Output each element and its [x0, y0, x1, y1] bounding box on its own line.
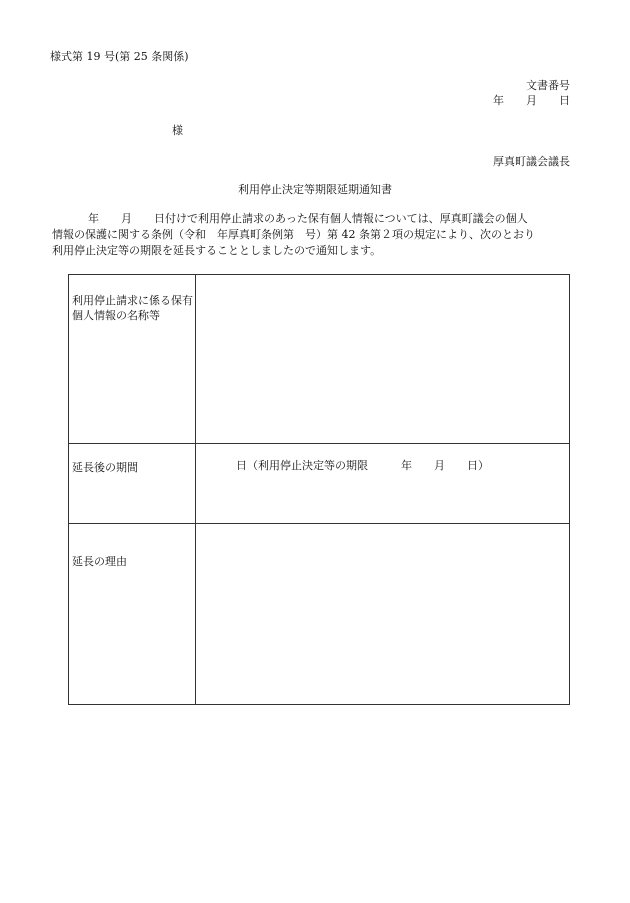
form-number: 様式第 19 号(第 25 条関係): [50, 50, 189, 63]
body-text-line-2: 情報の保護に関する条例（令和 年厚真町条例第 号）第 42 条第２項の規定により、次のとおり: [52, 228, 535, 241]
info-name-label: 利用停止請求に係る保有個人情報の名称等: [69, 275, 196, 444]
extension-reason-field[interactable]: [196, 524, 570, 705]
notice-table: [68, 274, 570, 705]
table-row: [69, 524, 570, 705]
extended-period-label: 延長後の期間: [69, 444, 196, 524]
table-row: [69, 275, 570, 444]
extended-period-field[interactable]: 日（利用停止決定等の期限 年 月 日）: [196, 444, 570, 524]
body-text-line-1: 年 月 日付けで利用停止請求のあった保有個人情報については、厚真町議会の個人: [88, 212, 528, 225]
recipient-suffix: 様: [172, 124, 183, 137]
table-row: [69, 444, 570, 524]
body-text-line-3: 利用停止決定等の期限を延長することとしましたので通知します。: [52, 244, 382, 257]
info-name-field[interactable]: [196, 275, 570, 444]
document-number-label: 文書番号: [526, 79, 570, 92]
sender-name: 厚真町議会議長: [493, 155, 570, 168]
document-title: 利用停止決定等期限延期通知書: [238, 183, 392, 196]
date-line: 年 月 日: [493, 94, 570, 107]
extension-reason-label: 延長の理由: [69, 524, 196, 705]
